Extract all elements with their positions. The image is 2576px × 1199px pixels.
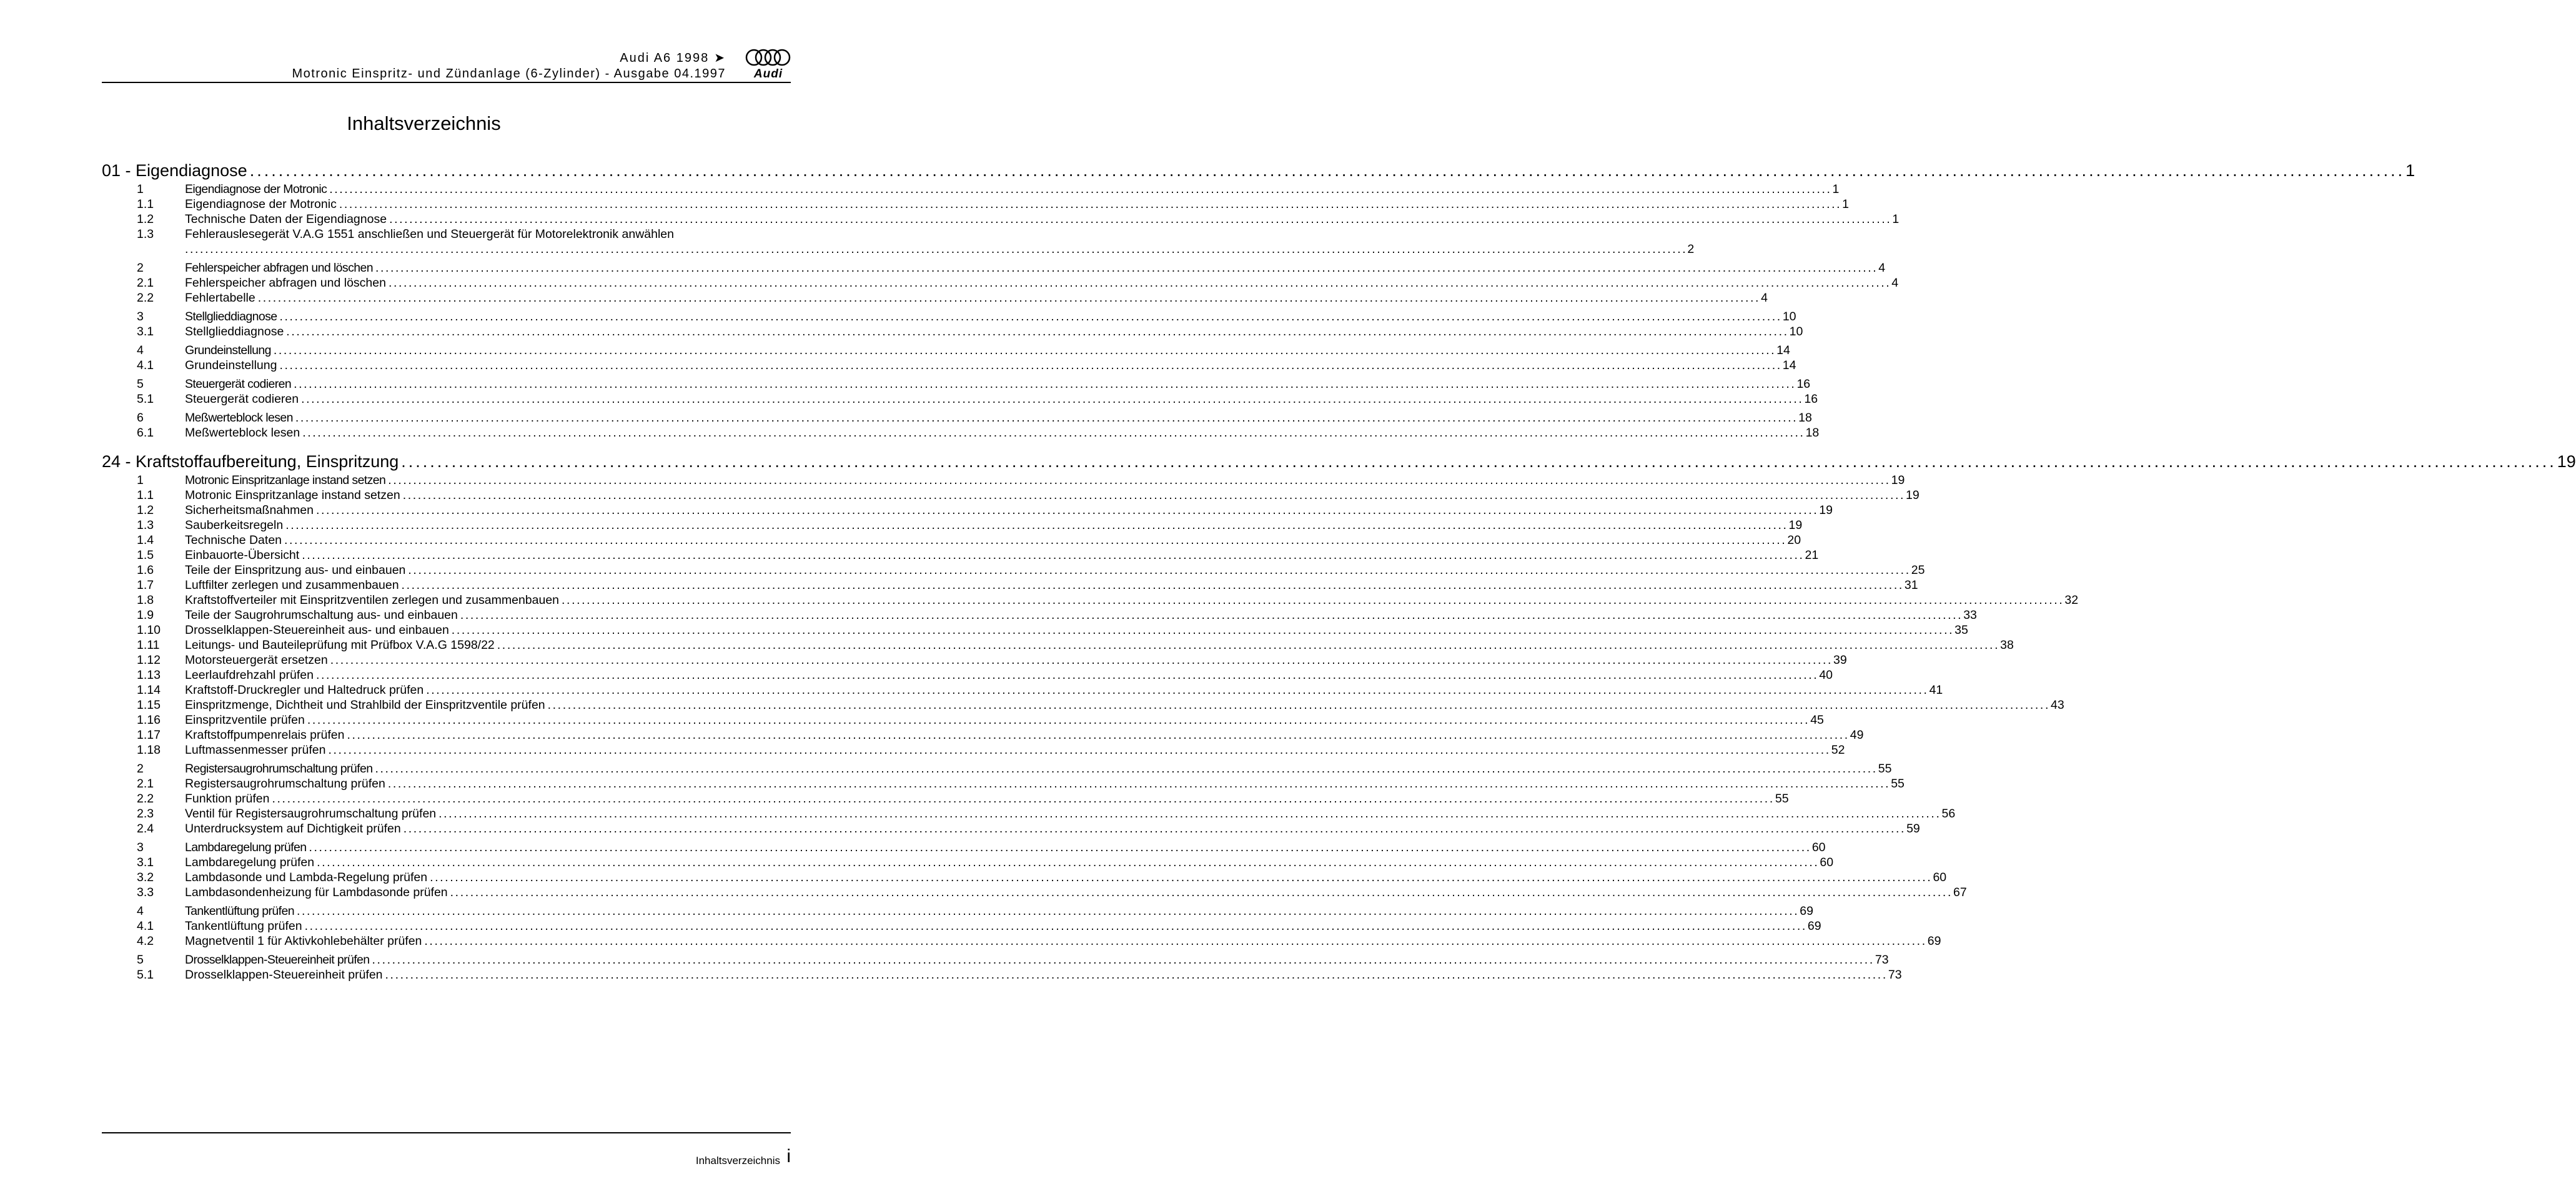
- toc-entry-title: Eigendiagnose der Motronic: [185, 197, 337, 211]
- toc-subsection[interactable]: [102, 792, 1789, 807]
- toc-entry-title: Einspritzmenge, Dichtheit und Strahlbild der Einspritzventile prüfen: [185, 698, 545, 712]
- toc-entry-page: 1: [1892, 212, 1900, 226]
- toc-entry-title: Ventil für Registersaugrohrumschaltung prüfen: [185, 807, 437, 821]
- toc-entry-number: 1.14: [137, 683, 161, 697]
- toc-entry-page: 1: [1842, 197, 1850, 211]
- toc-entry-number: 1.1: [137, 197, 154, 211]
- toc-entry-page: 2: [1687, 242, 1695, 256]
- toc-entry-page: 19: [1819, 503, 1833, 517]
- toc-entry-page: 73: [1888, 968, 1902, 982]
- toc-entry-title: Leitungs- und Bauteileprüfung mit Prüfbox V.A.G 1598/22: [185, 638, 495, 652]
- toc-entry-page: 19: [1891, 473, 1905, 487]
- toc-entry-page: 18: [1798, 411, 1812, 425]
- toc-entry-title: Sicherheitsmaßnahmen: [185, 503, 314, 517]
- toc-entry-number: 1.15: [137, 698, 161, 712]
- toc-dot-leader: ............................................................................................................................................................................................................................................................................................................: [372, 953, 1875, 967]
- toc-entry-title: Einspritzventile prüfen: [185, 713, 305, 727]
- toc-entry-title: Registersaugrohrumschaltung prüfen: [185, 762, 373, 776]
- toc-entry-title: Drosselklappen-Steuereinheit prüfen: [185, 968, 383, 982]
- toc-subsection[interactable]: [102, 533, 1801, 548]
- toc-entry-page: 67: [1953, 886, 1967, 899]
- footer-page-number: i: [786, 1146, 791, 1167]
- toc-entry-number: 1: [137, 473, 144, 487]
- toc-entry-number: 1.3: [137, 227, 154, 241]
- toc-subsection[interactable]: [102, 856, 1834, 871]
- toc-section[interactable]: [102, 904, 1813, 919]
- toc-dot-leader: ............................................................................................................................................................................................................................................................................................................: [424, 934, 1927, 948]
- toc-entry-page: 1: [2405, 161, 2415, 180]
- toc-entry-number: 1.3: [137, 518, 154, 532]
- toc-subsection[interactable]: [102, 807, 1956, 822]
- toc-entry-number: 3.1: [137, 325, 154, 338]
- toc-entry-page: 10: [1782, 310, 1796, 323]
- toc-dot-leader: ............................................................................................................................................................................................................................................................................................................: [402, 488, 1906, 502]
- toc-entry-page: 56: [1941, 807, 1956, 821]
- page-title: Inhaltsverzeichnis: [347, 112, 501, 134]
- toc-section[interactable]: [102, 182, 1840, 197]
- toc-entry-page: 60: [1933, 871, 1947, 884]
- toc-entry-page: 25: [1911, 563, 1925, 577]
- toc-entry-page: 55: [1775, 792, 1789, 806]
- toc-entry-page: 19: [1788, 518, 1803, 532]
- toc-dot-leader: ............................................................................................................................................................................................................................................................................................................: [401, 452, 2557, 471]
- toc-dot-leader: ............................................................................................................................................................................................................................................................................................................: [257, 291, 1761, 305]
- toc-subsection[interactable]: [102, 713, 1824, 728]
- toc-dot-leader: ............................................................................................................................................................................................................................................................................................................: [295, 411, 1798, 425]
- toc-dot-leader: ............................................................................................................................................................................................................................................................................................................: [385, 968, 1888, 982]
- toc-entry-number: 2.4: [137, 822, 154, 836]
- toc-entry-title: Lambdasondenheizung für Lambdasonde prüfen: [185, 886, 448, 899]
- footer-divider: [102, 1132, 791, 1133]
- header-subtitle: Motronic Einspritz- und Zündanlage (6-Zylinder) - Ausgabe 04.1997: [292, 67, 726, 81]
- toc-entry-page: 69: [1800, 904, 1813, 918]
- toc-entry-number: 1.5: [137, 548, 154, 562]
- toc-entry-number: 1.9: [137, 608, 154, 622]
- toc-dot-leader: ............................................................................................................................................................................................................................................................................................................: [547, 698, 2050, 712]
- toc-entry-title: Motronic Einspritzanlage instand setzen: [185, 488, 400, 502]
- toc-entry-title: Drosselklappen-Steuereinheit prüfen: [185, 953, 370, 967]
- toc-dot-leader: ............................................................................................................................................................................................................................................................................................................: [304, 919, 1807, 933]
- toc-entry-title: Tankentlüftung prüfen: [185, 919, 302, 933]
- toc-entry-number: 3: [137, 310, 144, 323]
- toc-subsection[interactable]: [102, 934, 1941, 949]
- toc-section[interactable]: [102, 762, 1892, 777]
- toc-dot-leader: ............................................................................................................................................................................................................................................................................................................: [339, 197, 1842, 211]
- toc-entry-number: 1.16: [137, 713, 161, 727]
- toc-chapter[interactable]: [102, 161, 2415, 181]
- toc-dot-leader: ............................................................................................................................................................................................................................................................................................................: [408, 563, 1911, 577]
- toc-chapter[interactable]: [102, 452, 2576, 472]
- toc-entry-number: 1.10: [137, 623, 161, 637]
- toc-entry-number: 4.1: [137, 358, 154, 372]
- toc-entry-title: Motronic Einspritzanlage instand setzen: [185, 473, 386, 487]
- toc-entry-title: Unterdrucksystem auf Dichtigkeit prüfen: [185, 822, 401, 836]
- toc-entry-number: 1.2: [137, 503, 154, 517]
- toc-dot-leader: ............................................................................................................................................................................................................................................................................................................: [284, 533, 1787, 547]
- toc-dot-leader: ............................................................................................................................................................................................................................................................................................................: [249, 161, 2405, 180]
- toc-entry-number: 4: [137, 343, 144, 357]
- footer-label: Inhaltsverzeichnis: [695, 1155, 780, 1167]
- toc-dot-leader: ............................................................................................................................................................................................................................................................................................................: [328, 743, 1831, 757]
- toc-entry-page: 49: [1850, 728, 1864, 742]
- toc-section[interactable]: [102, 377, 1811, 392]
- toc-dot-leader: ............................................................................................................................................................................................................................................................................................................: [315, 503, 1819, 517]
- toc-entry-number: 1.18: [137, 743, 161, 757]
- toc-entry-page: 69: [1807, 919, 1821, 933]
- toc-entry-title: Grundeinstellung: [185, 343, 271, 357]
- toc-dot-leader: ............................................................................................................................................................................................................................................................................................................: [286, 325, 1789, 338]
- toc-entry-number: 5.1: [137, 968, 154, 982]
- toc-entry-number: 1.2: [137, 212, 154, 226]
- toc-entry-title: Magnetventil 1 für Aktivkohlebehälter prüfen: [185, 934, 422, 948]
- toc-entry-number: 3.1: [137, 856, 154, 869]
- toc-entry-number: 1.12: [137, 653, 161, 667]
- toc-entry-page: 45: [1810, 713, 1824, 727]
- toc-entry-page: 31: [1904, 578, 1918, 592]
- toc-entry-title: Tankentlüftung prüfen: [185, 904, 294, 918]
- toc-entry-title: Kraftstoffpumpenrelais prüfen: [185, 728, 345, 742]
- toc-dot-leader: ............................................................................................................................................................................................................................................................................................................: [185, 242, 1688, 256]
- toc-dot-leader: ............................................................................................................................................................................................................................................................................................................: [401, 578, 1904, 592]
- toc-dot-leader: ............................................................................................................................................................................................................................................................................................................: [296, 904, 1800, 918]
- toc-subsection[interactable]: [102, 291, 1768, 306]
- toc-entry-page: 20: [1787, 533, 1801, 547]
- toc-entry-page: 4: [1878, 261, 1886, 275]
- toc-entry-title: Luftfilter zerlegen und zusammenbauen: [185, 578, 399, 592]
- toc-entry-title: Fehlerspeicher abfragen und löschen: [185, 276, 386, 290]
- toc-dot-leader: ............................................................................................................................................................................................................................................................................................................: [438, 807, 1941, 821]
- toc-subsection[interactable]: [102, 488, 1920, 503]
- toc-entry-title: Sauberkeitsregeln: [185, 518, 284, 532]
- toc-entry-number: 3: [137, 841, 144, 854]
- toc-entry-number: 5.1: [137, 392, 154, 406]
- toc-section[interactable]: [102, 261, 1886, 276]
- toc-subsection[interactable]: [102, 777, 1905, 792]
- toc-subsection[interactable]: [102, 668, 1833, 683]
- toc-entry-page: 18: [1805, 426, 1820, 440]
- toc-entry-title: Fehlerspeicher abfragen und löschen: [185, 261, 373, 275]
- toc-subsection[interactable]: [102, 518, 1803, 533]
- toc-entry-page: 60: [1820, 856, 1834, 869]
- toc-entry-number: 1.17: [137, 728, 161, 742]
- toc-entry-page: 16: [1796, 377, 1811, 391]
- toc-entry-title: Lambdaregelung prüfen: [185, 856, 315, 869]
- toc-entry-title: Fehlertabelle: [185, 291, 255, 305]
- toc-entry-number: 3.3: [137, 886, 154, 899]
- toc-entry-title: Teile der Saugrohrumschaltung aus- und einbauen: [185, 608, 458, 622]
- toc-subsection[interactable]: [102, 743, 1845, 758]
- toc-entry-title: Steuergerät codieren: [185, 377, 292, 391]
- toc-entry-page: 39: [1833, 653, 1847, 667]
- toc-dot-leader: ............................................................................................................................................................................................................................................................................................................: [562, 593, 2064, 607]
- toc-entry-title: Registersaugrohrumschaltung prüfen: [185, 777, 385, 791]
- toc-entry-page: 41: [1929, 683, 1943, 697]
- toc-dot-leader: ............................................................................................................................................................................................................................................................................................................: [451, 623, 1954, 637]
- toc-dot-leader: ............................................................................................................................................................................................................................................................................................................: [329, 182, 1832, 196]
- toc-subsection[interactable]: [102, 197, 1850, 212]
- toc-section[interactable]: [102, 473, 1905, 488]
- toc-entry-number: 1.11: [137, 638, 160, 652]
- toc-entry-page: 55: [1878, 762, 1892, 776]
- toc-entry-title: Fehlerauslesegerät V.A.G 1551 anschließen und Steuergerät für Motorelektronik anwählen: [185, 227, 674, 241]
- toc-subsection[interactable]: [102, 563, 1925, 578]
- header-model: [620, 50, 726, 66]
- toc-entry-number: 2.1: [137, 777, 154, 791]
- toc-entry-title: Lambdasonde und Lambda-Regelung prüfen: [185, 871, 428, 884]
- toc-section[interactable]: [102, 953, 1889, 968]
- toc-subsection[interactable]: [102, 638, 2014, 653]
- toc-subsection[interactable]: [102, 578, 1918, 593]
- toc-subsection[interactable]: [102, 426, 1820, 441]
- toc-dot-leader: ............................................................................................................................................................................................................................................................................................................: [387, 777, 1891, 791]
- toc-subsection[interactable]: [102, 392, 1818, 407]
- toc-subsection[interactable]: [102, 548, 1819, 563]
- toc-entry-page: 60: [1811, 841, 1826, 854]
- toc-subsection[interactable]: [102, 653, 1847, 668]
- toc-entry-page: 16: [1804, 392, 1818, 406]
- toc-dot-leader: ............................................................................................................................................................................................................................................................................................................: [317, 856, 1820, 869]
- toc-dot-leader: ............................................................................................................................................................................................................................................................................................................: [307, 713, 1810, 727]
- toc-entry-title: Motorsteuergerät ersetzen: [185, 653, 328, 667]
- toc-subsection[interactable]: [102, 871, 1947, 886]
- toc-dot-leader: ............................................................................................................................................................................................................................................................................................................: [403, 822, 1906, 836]
- toc-subsection[interactable]: [102, 503, 1833, 518]
- toc-entry-title: Stellglieddiagnose: [185, 325, 284, 338]
- toc-dot-leader: ............................................................................................................................................................................................................................................................................................................: [302, 426, 1805, 440]
- toc-entry-title: Grundeinstellung: [185, 358, 277, 372]
- toc-dot-leader: ............................................................................................................................................................................................................................................................................................................: [302, 548, 1805, 562]
- toc-entry-page: 38: [2000, 638, 2014, 652]
- toc-dot-leader: ............................................................................................................................................................................................................................................................................................................: [285, 518, 1788, 532]
- toc-dot-leader: ............................................................................................................................................................................................................................................................................................................: [426, 683, 1929, 697]
- toc-dot-leader: ............................................................................................................................................................................................................................................................................................................: [388, 276, 1891, 290]
- toc-entry-title: Lambdaregelung prüfen: [185, 841, 307, 854]
- toc-entry-page: 73: [1875, 953, 1889, 967]
- toc-entry-page: 59: [1906, 822, 1920, 836]
- toc-subsection[interactable]: [102, 227, 772, 242]
- toc-entry-number: 1.4: [137, 533, 154, 547]
- toc-entry-number: 5: [137, 377, 144, 391]
- toc-section[interactable]: [102, 310, 1796, 325]
- toc-dot-leader: ............................................................................................................................................................................................................................................................................................................: [309, 841, 1811, 854]
- toc-subsection[interactable]: [102, 919, 1821, 934]
- toc-entry-title: Meßwerteblock lesen: [185, 411, 293, 425]
- toc-dot-leader: ............................................................................................................................................................................................................................................................................................................: [301, 392, 1804, 406]
- toc-entry-title: Luftmassenmesser prüfen: [185, 743, 326, 757]
- toc-entry-page: 69: [1927, 934, 1941, 948]
- toc-entry-continuation[interactable]: [185, 242, 1695, 257]
- toc-entry-title: Leerlaufdrehzahl prüfen: [185, 668, 314, 682]
- toc-entry-page: 33: [1963, 608, 1977, 622]
- toc-entry-number: 2.1: [137, 276, 154, 290]
- header-divider: [102, 82, 791, 83]
- toc-subsection[interactable]: [102, 683, 1943, 698]
- toc-section[interactable]: [102, 343, 1790, 358]
- toc-subsection[interactable]: [102, 623, 1968, 638]
- toc-entry-page: 40: [1819, 668, 1833, 682]
- toc-dot-leader: ............................................................................................................................................................................................................................................................................................................: [279, 358, 1782, 372]
- toc-entry-number: 1.6: [137, 563, 154, 577]
- toc-entry-title: 24 - Kraftstoffaufbereitung, Einspritzung: [102, 452, 399, 471]
- toc-dot-leader: ............................................................................................................................................................................................................................................................................................................: [450, 886, 1953, 899]
- toc-dot-leader: ............................................................................................................................................................................................................................................................................................................: [389, 212, 1892, 226]
- toc-entry-number: 2.2: [137, 291, 154, 305]
- toc-entry-number: 2.2: [137, 792, 154, 806]
- toc-entry-page: 19: [2557, 452, 2576, 471]
- toc-entry-title: Technische Daten der Eigendiagnose: [185, 212, 387, 226]
- toc-dot-leader: ............................................................................................................................................................................................................................................................................................................: [294, 377, 1796, 391]
- toc-entry-page: 14: [1782, 358, 1796, 372]
- toc-entry-page: 21: [1805, 548, 1819, 562]
- toc-entry-number: 1.1: [137, 488, 154, 502]
- toc-subsection[interactable]: [102, 212, 1900, 227]
- toc-subsection[interactable]: [102, 358, 1796, 373]
- toc-entry-title: Eigendiagnose der Motronic: [185, 182, 327, 196]
- toc-entry-page: 55: [1891, 777, 1905, 791]
- toc-subsection[interactable]: [102, 325, 1803, 340]
- toc-entry-number: 1.7: [137, 578, 154, 592]
- toc-entry-page: 52: [1831, 743, 1845, 757]
- toc-entry-number: 6: [137, 411, 144, 425]
- toc-entry-number: 5: [137, 953, 144, 967]
- toc-entry-page: 43: [2050, 698, 2064, 712]
- toc-entry-title: Meßwerteblock lesen: [185, 426, 300, 440]
- toc-subsection[interactable]: [102, 886, 1967, 900]
- toc-dot-leader: ............................................................................................................................................................................................................................................................................................................: [497, 638, 2000, 652]
- toc-entry-page: 19: [1906, 488, 1920, 502]
- toc-entry-number: 2.3: [137, 807, 154, 821]
- toc-entry-title: 01 - Eigendiagnose: [102, 161, 247, 180]
- toc-dot-leader: ............................................................................................................................................................................................................................................................................................................: [460, 608, 1963, 622]
- toc-entry-number: 2: [137, 261, 144, 275]
- toc-entry-title: Funktion prüfen: [185, 792, 270, 806]
- toc-dot-leader: ............................................................................................................................................................................................................................................................................................................: [272, 792, 1775, 806]
- toc-dot-leader: ............................................................................................................................................................................................................................................................................................................: [388, 473, 1891, 487]
- toc-entry-title: Technische Daten: [185, 533, 282, 547]
- toc-dot-leader: ............................................................................................................................................................................................................................................................................................................: [315, 668, 1819, 682]
- arrow-icon: ➤: [714, 51, 726, 65]
- toc-subsection[interactable]: [102, 276, 1899, 291]
- toc-subsection[interactable]: [102, 608, 1977, 623]
- toc-entry-page: 4: [1761, 291, 1768, 305]
- toc-entry-number: 4.1: [137, 919, 154, 933]
- toc-entry-page: 32: [2064, 593, 2079, 607]
- toc-subsection[interactable]: [102, 593, 2079, 608]
- toc-entry-page: 1: [1832, 182, 1840, 196]
- toc-entry-number: 2: [137, 762, 144, 776]
- toc-entry-title: Teile der Einspritzung aus- und einbauen: [185, 563, 406, 577]
- toc-entry-number: 3.2: [137, 871, 154, 884]
- toc-dot-leader: ............................................................................................................................................................................................................................................................................................................: [375, 261, 1878, 275]
- toc-entry-number: 1.13: [137, 668, 161, 682]
- toc-entry-number: 6.1: [137, 426, 154, 440]
- toc-dot-leader: ............................................................................................................................................................................................................................................................................................................: [347, 728, 1850, 742]
- toc-entry-title: Kraftstoff-Druckregler und Haltedruck prüfen: [185, 683, 424, 697]
- toc-dot-leader: ............................................................................................................................................................................................................................................................................................................: [330, 653, 1833, 667]
- toc-subsection[interactable]: [102, 698, 2064, 713]
- toc-dot-leader: ............................................................................................................................................................................................................................................................................................................: [273, 343, 1776, 357]
- toc-dot-leader: ............................................................................................................................................................................................................................................................................................................: [279, 310, 1782, 323]
- toc-dot-leader: ............................................................................................................................................................................................................................................................................................................: [430, 871, 1933, 884]
- toc-entry-number: 4: [137, 904, 144, 918]
- toc-section[interactable]: [102, 411, 1812, 426]
- toc-entry-title: Stellglieddiagnose: [185, 310, 277, 323]
- toc-entry-number: 1: [137, 182, 144, 196]
- toc-dot-leader: ............................................................................................................................................................................................................................................................................................................: [375, 762, 1878, 776]
- toc-subsection[interactable]: [102, 822, 1920, 837]
- toc-entry-number: 4.2: [137, 934, 154, 948]
- toc-subsection[interactable]: [102, 728, 1864, 743]
- toc-entry-page: 14: [1776, 343, 1790, 357]
- header-model-text: Audi A6 1998: [620, 51, 710, 65]
- toc-entry-page: 35: [1954, 623, 1968, 637]
- audi-wordmark: Audi: [753, 67, 783, 81]
- toc-subsection[interactable]: [102, 968, 1902, 983]
- toc-entry-page: 4: [1891, 276, 1899, 290]
- toc-entry-page: 10: [1789, 325, 1803, 338]
- toc-section[interactable]: [102, 841, 1826, 856]
- toc-entry-title: Steuergerät codieren: [185, 392, 299, 406]
- toc-entry-title: Kraftstoffverteiler mit Einspritzventilen zerlegen und zusammenbauen: [185, 593, 560, 607]
- toc-entry-number: 1.8: [137, 593, 154, 607]
- toc-entry-title: Einbauorte-Übersicht: [185, 548, 300, 562]
- toc-entry-title: Drosselklappen-Steuereinheit aus- und einbauen: [185, 623, 449, 637]
